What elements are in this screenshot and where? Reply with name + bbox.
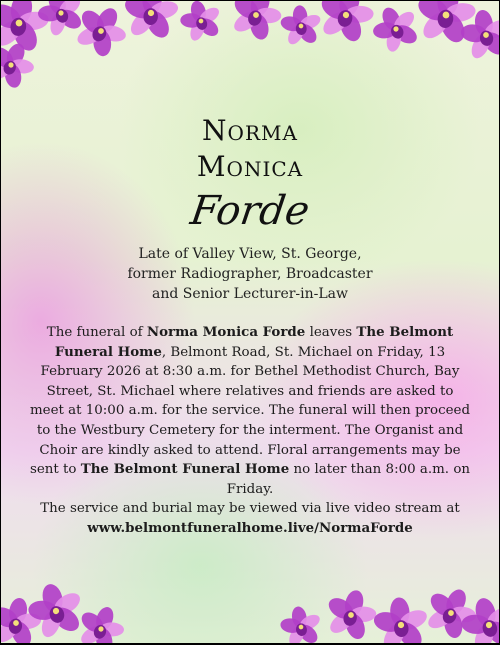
full-name: Norma Monica Forde [146, 324, 306, 340]
announcement-text: The service and burial may be viewed via live video stream at [40, 501, 460, 517]
announcement-text: The funeral of [46, 325, 147, 340]
announcement-text: , Belmont Road, St. Michael on Friday, 13 February 2026 at 8:30 a.m. for Bethel Methodist Church, Bay Street, St. Michael where relatives and friends are asked to meet at 10:00 a.m. for the service. The funeral will then proceed to the Westbury Cemetery for the interment. The Organist and Choir are kindly asked to attend. Floral arrangements may be sent to [29, 344, 471, 478]
funeral-home-name: The Belmont Funeral Home [80, 461, 290, 478]
orchid-flowers-icon [1, 1, 499, 91]
surname: Forde [187, 188, 313, 234]
obituary-notice [1, 1, 499, 643]
announcement-text: no later than 8:00 a.m. on Friday. [226, 462, 471, 497]
description-line: former Radiographer, Broadcaster [127, 266, 373, 282]
deceased-description [1, 244, 499, 304]
funeral-announcement [29, 323, 471, 539]
orchid-flowers-icon [1, 563, 499, 643]
description-line: and Senior Lecturer-in-Law [151, 286, 349, 302]
stream-url[interactable]: www.belmontfuneralhome.live/NormaForde [87, 519, 413, 536]
announcement-text: leaves [305, 325, 357, 340]
description-line: Late of Valley View, St. George, [138, 246, 362, 262]
funeral-home-name: The Belmont Funeral Home [54, 324, 454, 360]
deceased-name [1, 113, 499, 235]
middle-name: Monica [196, 150, 304, 183]
first-name: Norma [202, 114, 298, 147]
